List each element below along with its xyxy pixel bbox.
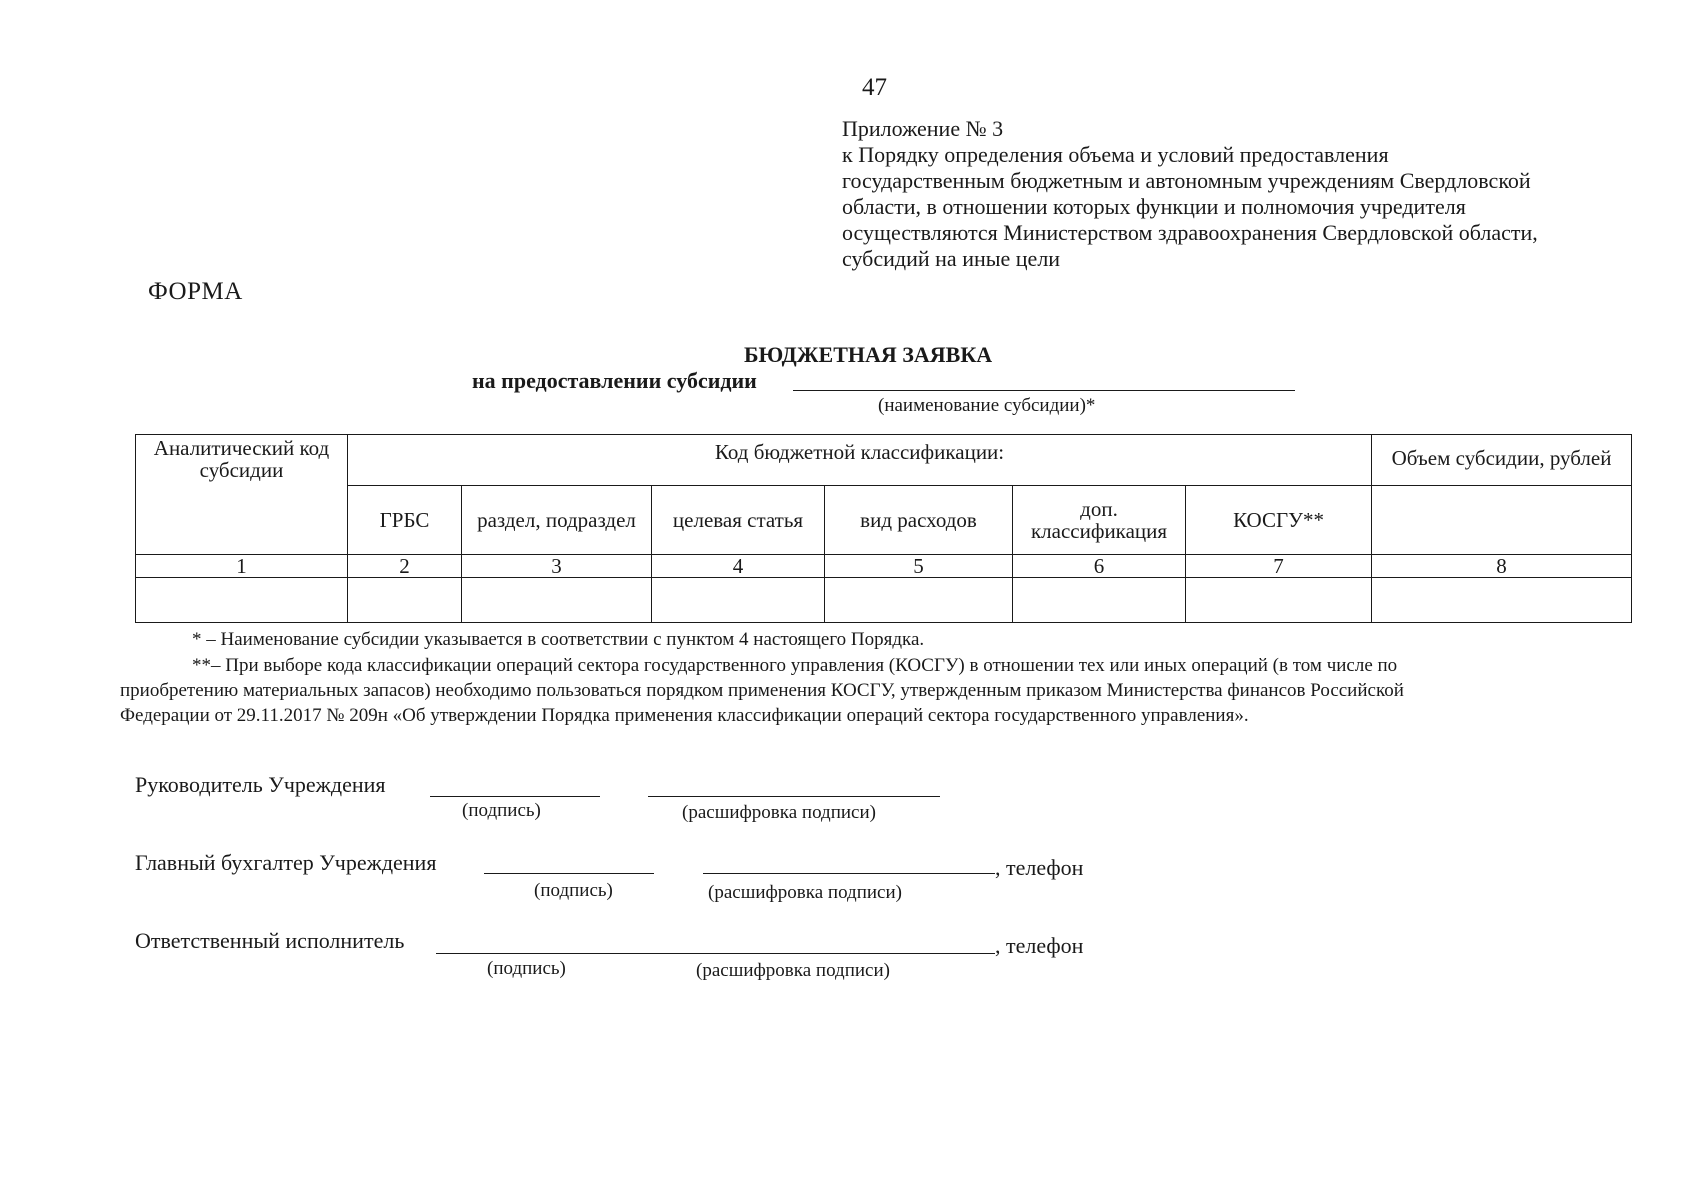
header-analytic-code: Аналитический код субсидии: [136, 435, 348, 555]
table-subheader-row: [136, 486, 1632, 555]
appendix-line: государственным бюджетным и автономным учреждениям Свердловской: [842, 168, 1531, 193]
appendix-line: к Порядку определения объема и условий предоставления: [842, 142, 1389, 167]
footnote-kosgu-line3: Федерации от 29.11.2017 № 209н «Об утверждении Порядка применения классификации операций сектора государственного управления».: [120, 705, 1249, 726]
column-number: 6: [1013, 555, 1186, 578]
column-number: 3: [462, 555, 652, 578]
footnote-subsidy-name: * – Наименование субсидии указывается в соответствии с пунктом 4 настоящего Порядка.: [192, 629, 925, 650]
decryption-caption: (расшифровка подписи): [696, 960, 890, 981]
decryption-caption: (расшифровка подписи): [708, 882, 902, 903]
subsidy-name-caption: (наименование субсидии)*: [878, 395, 1096, 416]
page-number: 47: [862, 74, 887, 101]
subsidy-name-line[interactable]: [793, 390, 1295, 391]
column-number: 1: [136, 555, 348, 578]
header-grbs: ГРБС: [348, 486, 462, 555]
appendix-line: Приложение № 3: [842, 116, 1004, 141]
document-subtitle: на предоставлении субсидии: [472, 368, 757, 393]
document-title: БЮДЖЕТНАЯ ЗАЯВКА: [744, 342, 993, 367]
table-cell[interactable]: [136, 578, 348, 623]
appendix-block: [842, 116, 1538, 272]
header-target-article: целевая статья: [652, 486, 825, 555]
accountant-label: Главный бухгалтер Учреждения: [135, 850, 437, 875]
header-volume-empty: [1372, 486, 1632, 555]
header-kosgu: КОСГУ**: [1186, 486, 1372, 555]
appendix-line: области, в отношении которых функции и полномочия учредителя: [842, 194, 1466, 219]
executor-label: Ответственный исполнитель: [135, 928, 405, 953]
header-additional-classification: доп. классификация: [1013, 486, 1186, 555]
appendix-line: субсидий на иные цели: [842, 246, 1061, 271]
table-header-row: [136, 435, 1632, 486]
signature-caption: (подпись): [534, 880, 613, 901]
column-number: 5: [825, 555, 1013, 578]
column-number: 2: [348, 555, 462, 578]
header-expense-type: вид расходов: [825, 486, 1013, 555]
column-number: 8: [1372, 555, 1632, 578]
accountant-decryption-line[interactable]: [703, 873, 995, 874]
footnote-kosgu-line2: приобретению материальных запасов) необходимо пользоваться порядком применения КОСГУ, утвержденным приказом Министерства финансов Российской: [120, 680, 1404, 701]
signature-caption: (подпись): [487, 958, 566, 979]
table-cell[interactable]: [462, 578, 652, 623]
table-cell[interactable]: [652, 578, 825, 623]
head-signature-line[interactable]: [430, 796, 600, 797]
head-decryption-line[interactable]: [648, 796, 940, 797]
accountant-signature-line[interactable]: [484, 873, 654, 874]
table-cell[interactable]: [1186, 578, 1372, 623]
column-number: 4: [652, 555, 825, 578]
signature-caption: (подпись): [462, 800, 541, 821]
executor-phone-label: , телефон: [995, 933, 1084, 958]
table-cell[interactable]: [348, 578, 462, 623]
table-cell[interactable]: [1013, 578, 1186, 623]
budget-classification-table: [135, 434, 1632, 623]
head-label: Руководитель Учреждения: [135, 772, 386, 797]
table-cell[interactable]: [825, 578, 1013, 623]
header-section: раздел, подраздел: [462, 486, 652, 555]
footnote-kosgu-line1: **– При выборе кода классификации операций сектора государственного управления (КОСГУ) в отношении тех или иных операций (в том числе по: [192, 655, 1398, 676]
accountant-phone-label: , телефон: [995, 855, 1084, 880]
column-number-row: [136, 555, 1632, 578]
table-row: [136, 578, 1632, 623]
header-budget-code: Код бюджетной классификации:: [348, 435, 1372, 486]
header-subsidy-volume: Объем субсидии, рублей: [1372, 435, 1632, 486]
form-label: ФОРМА: [148, 278, 243, 305]
table-cell[interactable]: [1372, 578, 1632, 623]
column-number: 7: [1186, 555, 1372, 578]
appendix-line: осуществляются Министерством здравоохранения Свердловской области,: [842, 220, 1538, 245]
executor-signature-line[interactable]: [436, 953, 995, 954]
decryption-caption: (расшифровка подписи): [682, 802, 876, 823]
